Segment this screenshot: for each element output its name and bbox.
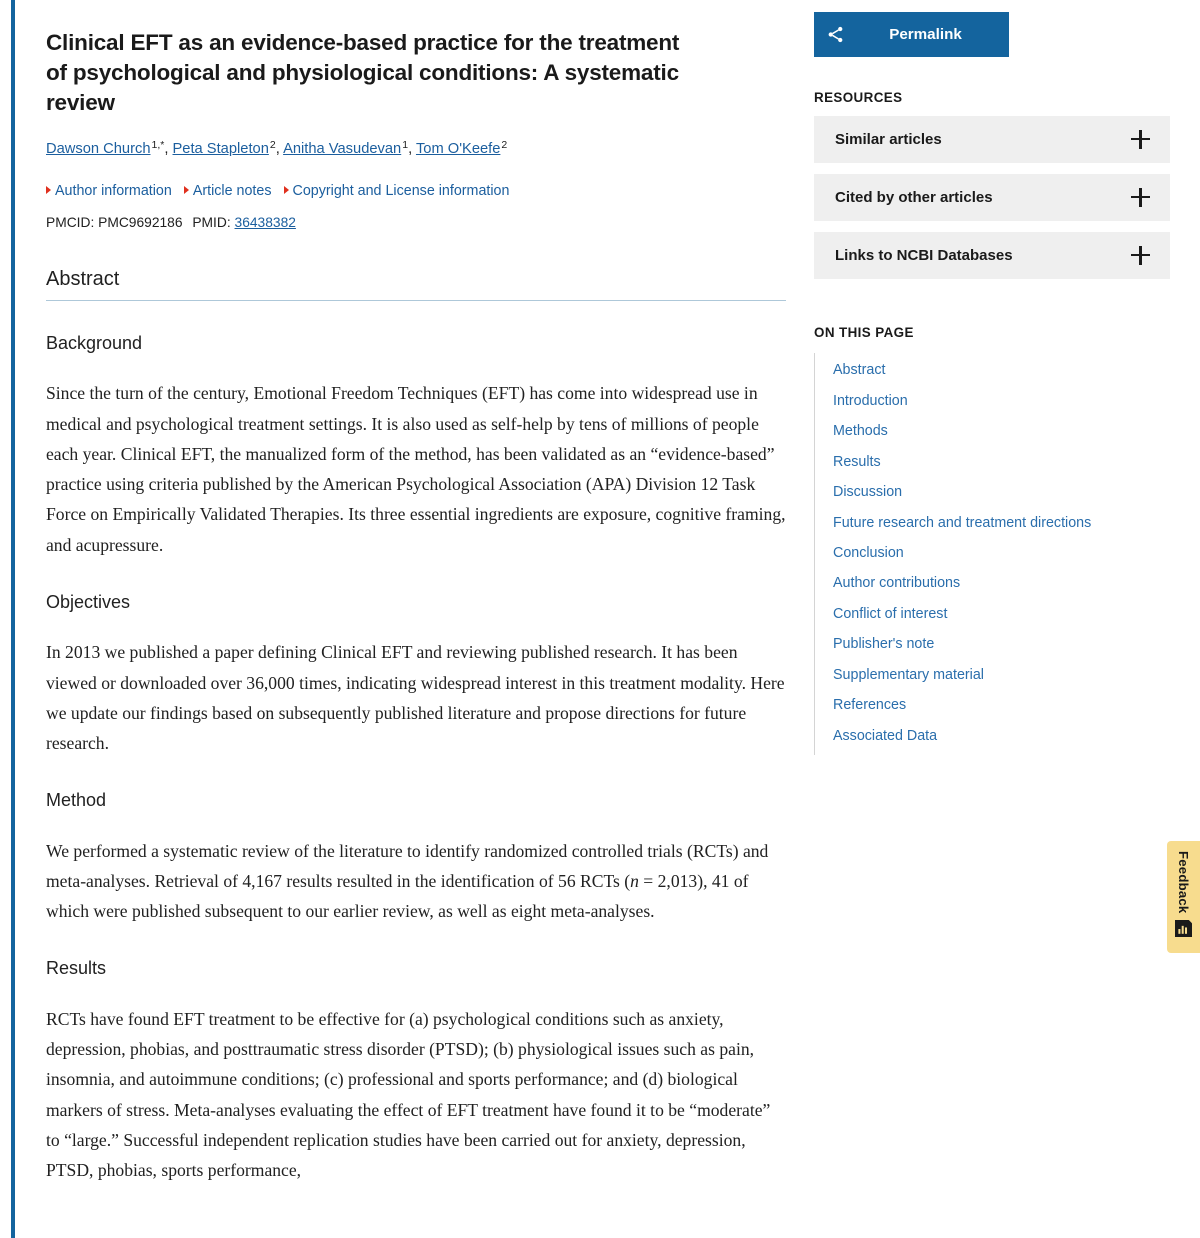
- resources-title: RESOURCES: [814, 90, 903, 105]
- author-entry: Anitha Vasudevan$^1$: [283, 138, 409, 158]
- plus-icon: [1131, 246, 1150, 265]
- section-body-objectives: In 2013 we published a paper defining Clinical EFT and reviewing published research. It has been viewed or downloaded over 36,000 times, indicating widespread interest in this treatment modality. Here we update our findings based on subsequently published literature and propose directions for future research.: [46, 642, 785, 754]
- accordion-label: Similar articles: [835, 131, 942, 148]
- identifier-row: [46, 215, 786, 230]
- author-information-label: Author information: [55, 183, 172, 199]
- section-heading-results: Results: [46, 958, 107, 979]
- method-text-post: = 2,013), 41 of which were published subsequent to our earlier review, as well as eight meta-analyses.: [46, 870, 749, 922]
- pmid-link[interactable]: 36438382: [234, 215, 296, 231]
- triangle-right-icon: [46, 186, 51, 194]
- plus-icon: [1131, 188, 1150, 207]
- nav-item-publishers-note[interactable]: Publisher's note: [833, 636, 935, 653]
- nav-item-associated-data[interactable]: Associated Data: [833, 727, 938, 744]
- section-body-results: RCTs have found EFT treatment to be effective for (a) psychological conditions such as anxiety, depression, phobias, and posttraumatic stress disorder (PTSD); (b) physiological issues such as pain, insomnia, and autoimmune conditions; (c) professional and sports performance; and (d) biological markers of stress. Meta-analyses evaluating the effect of EFT treatment have found it to be “moderate” to “large.” Successful independent replication studies have been carried out for anxiety, depression, PTSD, phobias, sports performance,: [46, 1008, 771, 1181]
- nav-item-author-contributions[interactable]: Author contributions: [833, 575, 961, 592]
- author-entry: Tom O'Keefe$^2$: [415, 138, 508, 158]
- nav-item-conclusion[interactable]: Conclusion: [833, 545, 904, 561]
- left-accent-rail: [11, 0, 15, 1238]
- author-link[interactable]: Dawson Church: [46, 141, 151, 158]
- copyright-license-label: Copyright and License information: [292, 183, 510, 199]
- article-notes-label: Article notes: [192, 183, 272, 199]
- nav-item-introduction[interactable]: Introduction: [833, 392, 908, 409]
- abstract-heading: Abstract: [46, 268, 786, 301]
- triangle-right-icon: [284, 186, 289, 194]
- nav-item-supplementary-material[interactable]: Supplementary material: [833, 666, 984, 683]
- nav-item-results[interactable]: Results: [833, 453, 881, 470]
- plus-icon: [1131, 130, 1150, 149]
- copyright-license-toggle[interactable]: [284, 183, 510, 199]
- article-meta-toggles: [46, 181, 786, 201]
- author-separator: ,: [275, 141, 284, 158]
- nav-item-abstract[interactable]: Abstract: [833, 362, 886, 379]
- author-information-toggle[interactable]: [46, 183, 172, 199]
- section-heading-background: Background: [46, 333, 143, 354]
- share-icon: [814, 25, 856, 44]
- on-this-page-title: ON THIS PAGE: [814, 325, 914, 340]
- author-list: [46, 139, 786, 160]
- triangle-right-icon: [184, 186, 189, 194]
- article-column: [46, 0, 786, 1203]
- author-entry: Dawson Church$^{1,*}$: [46, 138, 165, 158]
- section-heading-objectives: Objectives: [46, 591, 131, 612]
- author-link[interactable]: Tom O'Keefe: [415, 141, 501, 158]
- page-title: Clinical EFT as an evidence-based practice for the treatment of psychological and physiological conditions: A systematic review: [46, 30, 680, 116]
- pmcid-label: PMCID:: [46, 215, 95, 231]
- method-sample-symbol: n: [630, 870, 639, 891]
- nav-item-discussion[interactable]: Discussion: [833, 484, 903, 501]
- accordion-item-cited-by-other-articles[interactable]: [814, 174, 1170, 221]
- on-this-page-nav: [814, 353, 1170, 755]
- nav-item-references[interactable]: References: [833, 697, 907, 714]
- permalink-label: Permalink: [889, 26, 962, 43]
- author-entry: Peta Stapleton$^2$: [172, 138, 276, 158]
- pmcid-value: PMC9692186: [98, 215, 183, 231]
- resources-accordion: [814, 116, 1170, 279]
- author-separator: ,: [408, 141, 416, 158]
- section-heading-method: Method: [46, 790, 107, 811]
- accordion-item-similar-articles[interactable]: [814, 116, 1170, 163]
- right-sidebar: [814, 0, 1170, 755]
- nav-item-future-research[interactable]: Future research and treatment directions: [833, 514, 1092, 531]
- accordion-item-links-to-ncbi-databases[interactable]: [814, 232, 1170, 279]
- accordion-label: Cited by other articles: [835, 189, 993, 206]
- section-body-background: Since the turn of the century, Emotional Freedom Techniques (EFT) has come into widespread use in medical and psychological treatment settings. It is also used as self-help by tens of millions of people each year. Clinical EFT, the manualized form of the method, has been validated as an “evidence-based” practice using criteria published by the American Psychological Association (APA) Division 12 Task Force on Empirically Validated Therapies. Its three essential ingredients are exposure, cognitive framing, and acupressure.: [46, 383, 786, 555]
- article-notes-toggle[interactable]: [184, 183, 272, 199]
- author-link[interactable]: Anitha Vasudevan: [283, 141, 402, 158]
- author-link[interactable]: Peta Stapleton: [172, 141, 269, 158]
- author-separator: ,: [164, 141, 173, 158]
- permalink-button[interactable]: [814, 12, 1009, 57]
- bar-chart-icon: [1175, 920, 1192, 937]
- section-body-method: [46, 836, 786, 927]
- nav-item-methods[interactable]: Methods: [833, 423, 888, 440]
- method-text-pre: We performed a systematic review of the literature to identify randomized controlled trials (RCTs) and meta-analyses. Retrieval of 4,167 results resulted in the identification of 56 RCTs (: [46, 840, 769, 891]
- pmid-label: PMID:: [192, 215, 231, 231]
- feedback-tab[interactable]: [1167, 841, 1200, 953]
- nav-item-conflict-of-interest[interactable]: Conflict of interest: [833, 605, 948, 622]
- feedback-label: Feedback: [1176, 851, 1191, 914]
- accordion-label: Links to NCBI Databases: [835, 247, 1013, 264]
